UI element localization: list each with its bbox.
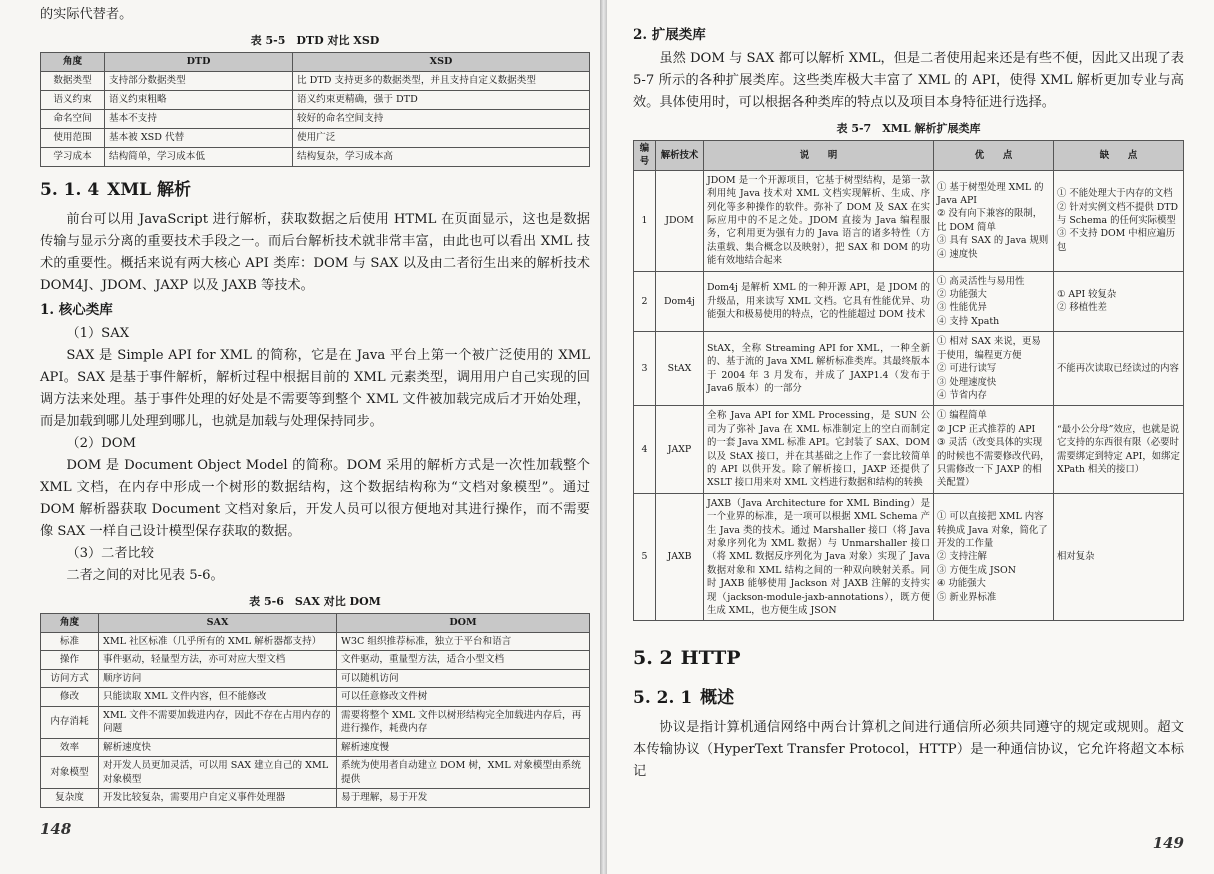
table-cell: 5 [634, 493, 656, 621]
table-cell: XML 社区标准（几乎所有的 XML 解析器都支持） [99, 632, 337, 651]
section-number: 5. 1. 4 [40, 180, 100, 200]
section-title: XML 解析 [107, 180, 192, 200]
table-row [634, 332, 1184, 406]
table-cell: Dom4j 是解析 XML 的一种开源 API，是 JDOM 的升级品，用来读写 XML 文档。它具有性能优异、功能强大和极易使用的特点，它的性能超过 DOM 技术 [704, 271, 934, 332]
table-5-5-caption: 表 5-5 DTD 对比 XSD [250, 34, 380, 47]
table-cell: 只能读取 XML 文件内容，但不能修改 [99, 688, 337, 707]
paragraph-compare: 二者之间的对比见表 5-6。 [66, 568, 224, 583]
table-header-cell: 缺 点 [1054, 141, 1184, 171]
table-dtd-vs-xsd [40, 52, 590, 167]
table-cell: 解析速度快 [99, 738, 337, 757]
table-cell: W3C 组织推荐标准，独立于平台和语言 [337, 632, 590, 651]
subheading-core-libraries: 1. 核心类库 [40, 302, 113, 318]
table-cell: 开发比较复杂，需要用户自定义事件处理器 [99, 789, 337, 808]
table-cell: StAX，全称 Streaming API for XML，一种全新的、基于流的 Java XML 解析标准类库。其最终版本于 2004 年 3 月发布，并成了 JAXP1.4（发布于 Java6 版本）的一部分 [704, 332, 934, 406]
subheading-dom: （2）DOM [66, 436, 137, 451]
table-cell: 结构复杂，学习成本高 [293, 148, 590, 167]
table-cell: 1 [634, 170, 656, 271]
table-cell: ① 基于树型处理 XML 的 Java API ② 没有向下兼容的限制，比 DOM 简单 ③ 具有 SAX 的 Java 规则 ④ 速度快 [934, 170, 1054, 271]
table-row [41, 110, 590, 129]
table-cell: 学习成本 [41, 148, 105, 167]
table-header-cell: DOM [337, 614, 590, 633]
table-cell: 易于理解，易于开发 [337, 789, 590, 808]
table-cell: Dom4j [656, 271, 704, 332]
table-cell: 系统为使用者自动建立 DOM 树，XML 对象模型由系统提供 [337, 757, 590, 789]
table-header-cell: 说 明 [704, 141, 934, 171]
table-row [41, 148, 590, 167]
table-5-6-caption: 表 5-6 SAX 对比 DOM [249, 595, 381, 608]
table-5-7-caption: 表 5-7 XML 解析扩展类库 [836, 122, 981, 135]
table-row [41, 129, 590, 148]
table-cell: 支持部分数据类型 [105, 72, 293, 91]
table-cell: 使用广泛 [293, 129, 590, 148]
table-cell: 数据类型 [41, 72, 105, 91]
table-cell: 效率 [41, 738, 99, 757]
section-title: HTTP [680, 647, 741, 670]
table-cell: 命名空间 [41, 110, 105, 129]
table-cell: ① 编程简单 ② JCP 正式推荐的 API ③ 灵活（改变具体的实现的时候也不需要修改代码，只需修改一下 JAXP 的相关配置） [934, 406, 1054, 493]
table-cell: ① 相对 SAX 来说，更易于使用，编程更方便 ② 可进行读写 ③ 处理速度快 ④ 节省内存 [934, 332, 1054, 406]
subheading-sax: （1）SAX [66, 326, 130, 341]
paragraph-sax: SAX 是 Simple API for XML 的简称，它是在 Java 平台上第一个被广泛使用的 XML API。SAX 是基于事件解析，解析过程中根据目前的 XML 元素类型，调用用户自己实现的回调方法来处理。基于事件处理的好处是不需要等到整个 XML 文件被加载完成后才开始处理，而是加载到哪儿处理到哪儿，也就是加载与处理保持同步。 [40, 348, 590, 429]
table-cell: JDOM 是一个开源项目，它基于树型结构，是第一款利用纯 Java 技术对 XML 文档实现解析、生成、序列化等多种操作的软件。弥补了 DOM 及 SAX 在实际应用中的不足之处。JDOM 直接为 Java 编程服务，它利用更为强有力的 Java 语言的诸多特性（方法重载、集合概念以及映射），把 SAX 和 DOM 的功能有效地结合起来 [704, 170, 934, 271]
paragraph-xml-parsing: 前台可以用 JavaScript 进行解析，获取数据之后使用 HTML 在页面显示，这也是数据传输与显示分离的重要技术手段之一。而后台解析技术就非常丰富，由此也可以看出 XML 技术的重要性。概括来说有两大核心 API 类库：DOM 与 SAX 以及由二者衍生出来的解析技术 DOM4J、JDOM、JAXP 以及 JAXB 等技术。 [40, 212, 590, 293]
table-row [41, 738, 590, 757]
table-cell: 语义约束粗略 [105, 91, 293, 110]
table-cell: JAXB（Java Architecture for XML Binding）是一个业界的标准，是一项可以根据 XML Schema 产生 Java 类的技术。通过 Marshaller 接口（将 Java 对象序列化为 XML 数据）与 Unmarshaller 接口（将 XML 数据反序列化为 Java 对象）实现了 Java 数据对象和 XML 结构之间的一种双向映射关系。同时 JAXB 能够使用 Jackson 对 JAXB 注解的支持实现（jackson-module-jaxb-annotations），既方便生成 XML，也方便生成 JSON [704, 493, 934, 621]
table-cell: 全称 Java API for XML Processing，是 SUN 公司为了弥补 Java 在 XML 标准制定上的空白而制定的一套 Java XML 标准 API。它封装了 SAX、DOM 以及 StAX 接口，并在其基础之上作了一套比较简单的 API 以供开发。除了解析接口，JAXP 还提供了 XSLT 接口用来对 XML 文档进行数据和结构的转换 [704, 406, 934, 493]
intro-line: 的实际代替者。 [40, 7, 133, 22]
table-cell: 语义约束 [41, 91, 105, 110]
table-cell: 比 DTD 支持更多的数据类型，并且支持自定义数据类型 [293, 72, 590, 91]
table-cell: 标准 [41, 632, 99, 651]
table-cell: 文件驱动，重量型方法，适合小型文档 [337, 651, 590, 670]
left-page-content [40, 4, 590, 808]
table-row [41, 91, 590, 110]
table-row [41, 632, 590, 651]
paragraph-http: 协议是指计算机通信网络中两台计算机之间进行通信所必须共同遵守的规定或规则。超文本传输协议（HyperText Transfer Protocol，HTTP）是一种通信协议，它允许将超文本标记 [633, 720, 1184, 780]
table-cell: 内存消耗 [41, 706, 99, 738]
table-cell: “最小公分母”效应，也就是说它支持的东西很有限（必要时需要绑定到特定 API，如绑定 XPath 相关的接口） [1054, 406, 1184, 493]
table-header-cell: DTD [105, 53, 293, 72]
table-cell: 不能再次读取已经读过的内容 [1054, 332, 1184, 406]
table-cell: 相对复杂 [1054, 493, 1184, 621]
right-page-content [633, 24, 1184, 783]
left-page [0, 0, 600, 874]
table-row [634, 271, 1184, 332]
table-row [41, 651, 590, 670]
table-row [41, 72, 590, 91]
table-cell: 基本被 XSD 代替 [105, 129, 293, 148]
table-header-cell: 角度 [41, 53, 105, 72]
table-cell: 语义约束更精确，强于 DTD [293, 91, 590, 110]
table-cell: 可以任意修改文件树 [337, 688, 590, 707]
table-row [41, 789, 590, 808]
table-cell: 2 [634, 271, 656, 332]
subheading-extension-libraries: 2. 扩展类库 [633, 27, 706, 43]
section-title: 概述 [700, 688, 735, 709]
table-cell: JDOM [656, 170, 704, 271]
table-header-cell: SAX [99, 614, 337, 633]
table-cell: 操作 [41, 651, 99, 670]
table-cell: JAXP [656, 406, 704, 493]
section-number: 5. 2. 1 [633, 688, 693, 709]
table-cell: 3 [634, 332, 656, 406]
page-number-left: 148 [40, 820, 72, 838]
table-cell: StAX [656, 332, 704, 406]
table-cell: 访问方式 [41, 669, 99, 688]
table-cell: JAXB [656, 493, 704, 621]
subheading-compare: （3）二者比较 [66, 546, 154, 561]
table-xml-parsing-extensions [633, 140, 1184, 621]
table-header-cell: 解析技术 [656, 141, 704, 171]
table-cell: 4 [634, 406, 656, 493]
table-cell: 复杂度 [41, 789, 99, 808]
paragraph-dom: DOM 是 Document Object Model 的简称。DOM 采用的解析方式是一次性加载整个 XML 文档，在内存中形成一个树形的数据结构，这个数据结构称为“文档对象模型”。通过 DOM 解析器获取 Document 文档对象后，开发人员可以很方便地对其进行操作，而不需要像 SAX 一样自己设计模型保存获取的数据。 [40, 458, 590, 539]
table-cell: ① 不能处理大于内存的文档 ② 针对实例文档不提供 DTD 与 Schema 的任何实际模型 ③ 不支持 DOM 中相应遍历包 [1054, 170, 1184, 271]
table-row [41, 688, 590, 707]
table-cell: XML 文件不需要加载进内存，因此不存在占用内存的问题 [99, 706, 337, 738]
section-heading-5-2-1 [633, 687, 1184, 709]
table-cell: 可以随机访问 [337, 669, 590, 688]
book-gutter [600, 0, 607, 874]
table-cell: 使用范围 [41, 129, 105, 148]
table-header-cell: 优 点 [934, 141, 1054, 171]
table-row [41, 669, 590, 688]
section-heading-5-1-4 [40, 179, 590, 201]
table-row [634, 406, 1184, 493]
table-cell: 顺序访问 [99, 669, 337, 688]
table-row [41, 706, 590, 738]
table-header-cell: XSD [293, 53, 590, 72]
paragraph-extension: 虽然 DOM 与 SAX 都可以解析 XML，但是二者使用起来还是有些不便，因此又出现了表 5-7 所示的各种扩展类库。这些类库极大丰富了 XML 的 API，使得 XML 解析更加专业与高效。具体使用时，可以根据各种类库的特点以及项目本身特征进行选择。 [633, 51, 1184, 110]
section-heading-5-2 [633, 647, 1184, 669]
table-cell: ① 可以直接把 XML 内容转换成 Java 对象，简化了开发的工作量 ② 支持注解 ③ 方便生成 JSON ④ 功能强大 ⑤ 新业界标准 [934, 493, 1054, 621]
table-cell: 事件驱动，轻量型方法，亦可对应大型文档 [99, 651, 337, 670]
table-row [634, 493, 1184, 621]
right-page [607, 0, 1214, 874]
table-sax-vs-dom [40, 613, 590, 808]
table-row [41, 757, 590, 789]
table-cell: 对开发人员更加灵活，可以用 SAX 建立自己的 XML 对象模型 [99, 757, 337, 789]
table-cell: 较好的命名空间支持 [293, 110, 590, 129]
table-cell: 解析速度慢 [337, 738, 590, 757]
table-row [634, 170, 1184, 271]
table-header-cell: 角度 [41, 614, 99, 633]
table-cell: 基本不支持 [105, 110, 293, 129]
table-cell: 修改 [41, 688, 99, 707]
section-number: 5. 2 [633, 647, 673, 670]
table-cell: ① API 较复杂 ② 移植性差 [1054, 271, 1184, 332]
table-cell: ① 高灵活性与易用性 ② 功能强大 ③ 性能优异 ④ 支持 Xpath [934, 271, 1054, 332]
table-cell: 对象模型 [41, 757, 99, 789]
table-cell: 需要将整个 XML 文件以树形结构完全加载进内存后，再进行操作，耗费内存 [337, 706, 590, 738]
table-header-cell: 编号 [634, 141, 656, 171]
page-number-right: 149 [1152, 834, 1184, 852]
table-cell: 结构简单，学习成本低 [105, 148, 293, 167]
